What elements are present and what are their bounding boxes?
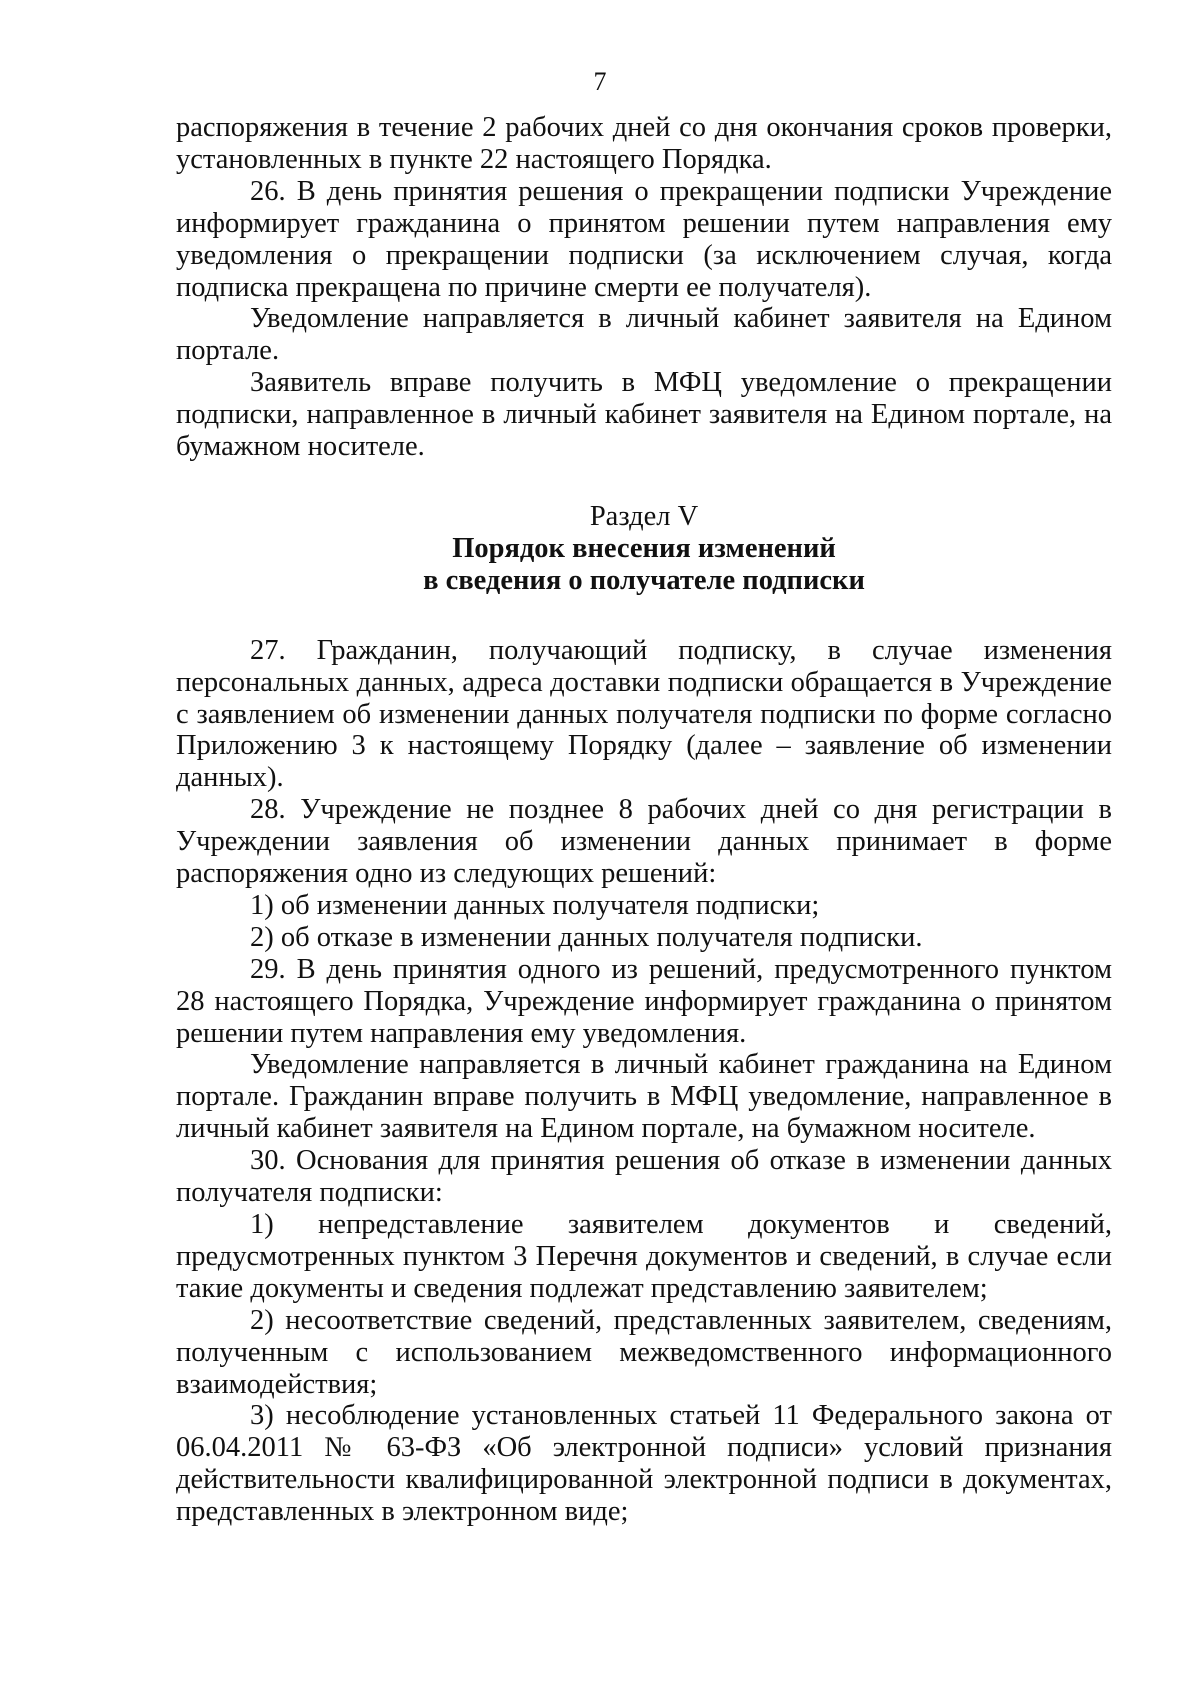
paragraph-27: 27. Гражданин, получающий подписку, в случае изменения персональных данных, адреса доставки подписки обращается в Учреждение с заявлением об изменении данных получателя подписки по форме согласно Приложению 3 к настоящему Порядку (далее – заявление об изменении данных).	[176, 634, 1112, 794]
section-label: Раздел V	[589, 500, 699, 532]
page-number: 7	[593, 67, 607, 96]
section-heading	[176, 501, 1112, 597]
paragraph-26: 26. В день принятия решения о прекращении подписки Учреждение информирует гражданина о принятом решении путем направления ему уведомления о прекращении подписки (за исключением случая, когда подписка прекращена по причине смерти ее получателя).	[176, 175, 1112, 303]
list-item-28-2: 2) об отказе в изменении данных получателя подписки.	[250, 921, 923, 953]
paragraph-29: 29. В день принятия одного из решений, предусмотренного пунктом 28 настоящего Порядка, Учреждение информирует гражданина о принятом решении путем направления ему уведомления.	[176, 953, 1112, 1049]
list-item-30-3: 3) несоблюдение установленных статьей 11 Федерального закона от 06.04.2011 № 63-ФЗ «Об электронной подписи» условий признания действительности квалифицированной электронной подписи в документах, представленных в электронном виде;	[176, 1400, 1112, 1528]
list-item-30-2: 2) несоответствие сведений, представленных заявителем, сведениям, полученным с использованием межведомственного информационного взаимодействия;	[176, 1304, 1112, 1400]
paragraph-30: 30. Основания для принятия решения об отказе в изменении данных получателя подписки:	[176, 1145, 1112, 1209]
paragraph-continuation: распоряжения в течение 2 рабочих дней со дня окончания сроков проверки, установленных в пункте 22 настоящего Порядка.	[176, 112, 1112, 175]
list-item-28-1: 1) об изменении данных получателя подписки;	[250, 889, 820, 921]
paragraph-notice-cabinet: Уведомление направляется в личный кабинет заявителя на Едином портале.	[176, 303, 1112, 367]
section-title-line2: в сведения о получателе подписки	[423, 564, 865, 596]
paragraph-28: 28. Учреждение не позднее 8 рабочих дней со дня регистрации в Учреждении заявления об изменении данных принимает в форме распоряжения одно из следующих решений:	[176, 794, 1112, 890]
paragraph-29-notice: Уведомление направляется в личный кабинет гражданина на Едином портале. Гражданин вправе получить в МФЦ уведомление, направленное в личный кабинет заявителя на Едином портале, на бумажном носителе.	[176, 1049, 1112, 1145]
section-title-line1: Порядок внесения изменений	[452, 532, 836, 564]
list-item-30-1: 1) непредставление заявителем документов и сведений, предусмотренных пунктом 3 Перечня документов и сведений, в случае если такие документы и сведения подлежат представлению заявителем;	[176, 1209, 1112, 1304]
paragraph-mfc-paper: Заявитель вправе получить в МФЦ уведомление о прекращении подписки, направленное в личный кабинет заявителя на Едином портале, на бумажном носителе.	[176, 367, 1112, 463]
document-body	[176, 112, 1112, 1528]
